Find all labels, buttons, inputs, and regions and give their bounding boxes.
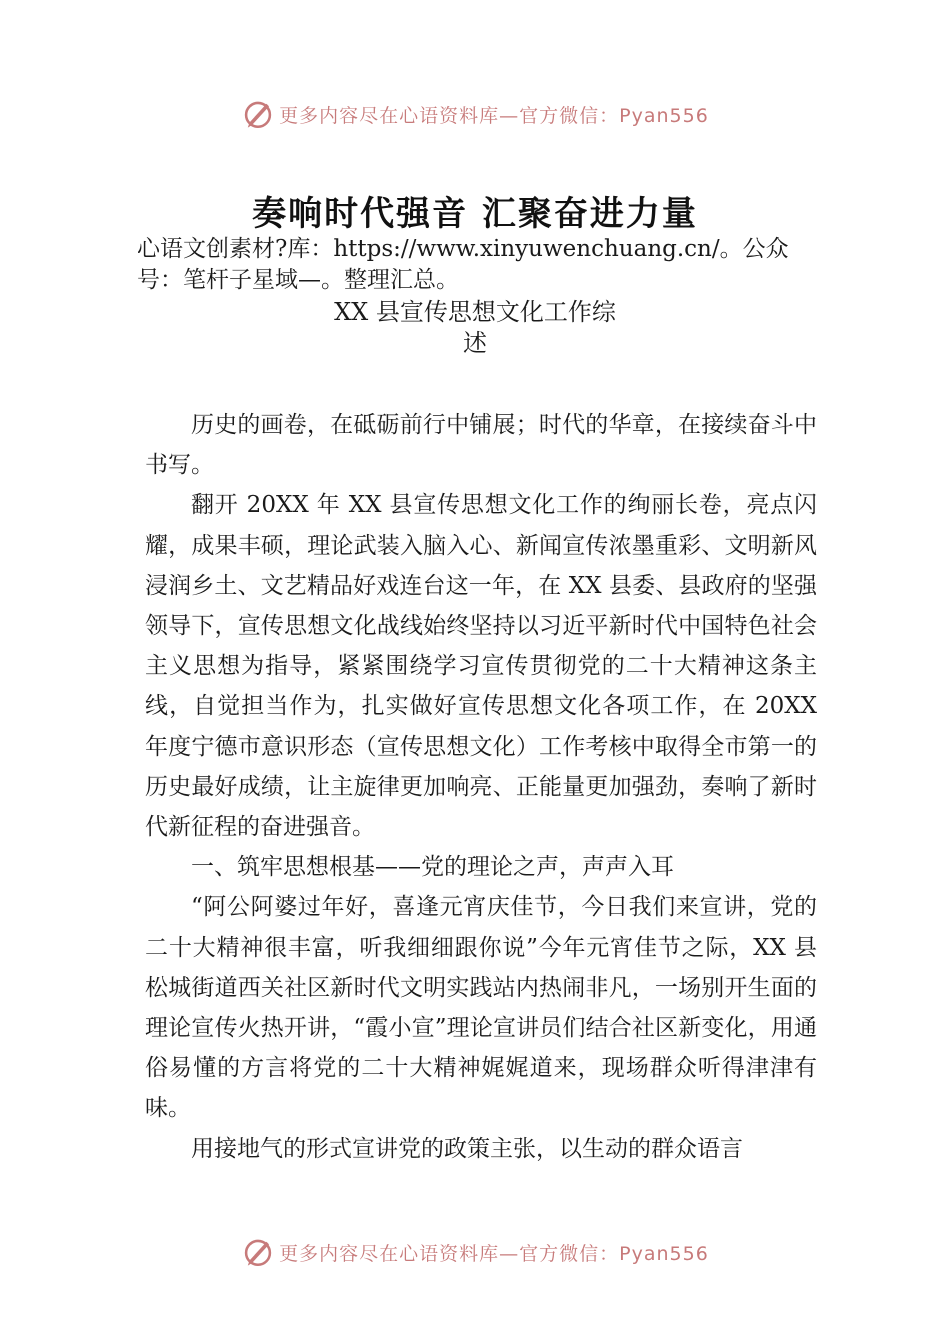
body-paragraph-4: 用接地气的形式宣讲党的政策主张，以生动的群众语言 — [191, 1135, 743, 1162]
pen-logo-icon — [241, 97, 275, 131]
subtitle-line-2: 述 — [463, 329, 487, 357]
body-paragraph-1: 历史的画卷，在砥砺前行中铺展；时代的华章，在接续奋斗中书写。 — [145, 412, 817, 479]
body-paragraph-3: “阿公阿婆过年好，喜逢元宵庆佳节，今日我们来宣讲，党的二十大精神很丰富，听我细细跟你说”今年元宵佳节之际，XX 县松城街道西关社区新时代文明实践站内热闹非凡，一场别开生面的理论宣传火热开讲，“霞小宣”理论宣讲员们结合社区新变化，用通俗易懂的方言将党的二十大精神娓娓道来，现场群众听得津津有味。 — [145, 894, 817, 1122]
watermark-text: 更多内容尽在心语资料库—官方微信：Pyan556 — [279, 104, 709, 127]
document-title: 奏响时代强音 汇聚奋进力量 — [252, 194, 698, 234]
body-paragraph-2: 翻开 20XX 年 XX 县宣传思想文化工作的绚丽长卷，亮点闪耀，成果丰硕，理论武装入脑入心、新闻宣传浓墨重彩、文明新风浸润乡土、文艺精品好戏连台这一年，在 XX 县委、县政府的坚强领导下，宣传思想文化战线始终坚持以习近平新时代中国特色社会主义思想为指导，紧紧围绕学习宣传贯彻党的二十大精神这条主线，自觉担当作为，扎实做好宣传思想文化各项工作，在 20XX 年度宁德市意识形态（宣传思想文化）工作考核中取得全市第一的历史最好成绩，让主旋律更加响亮、正能量更加强劲，奏响了新时代新征程的奋进强音。 — [145, 492, 817, 841]
watermark-text: 更多内容尽在心语资料库—官方微信：Pyan556 — [279, 1242, 709, 1265]
document-body — [145, 405, 817, 1169]
watermark-footer — [0, 1234, 950, 1270]
subtitle-line-1: XX 县宣传思想文化工作综 — [334, 298, 616, 326]
source-note: 心语文创素材?库：https://www.xinyuwenchuang.cn/。公众号：笔杆子星域—。整理汇总。 — [137, 236, 789, 293]
document-subtitle — [0, 297, 950, 359]
wechat-id: Pyan556 — [619, 104, 709, 127]
pen-logo-icon — [241, 1235, 275, 1269]
watermark-header — [0, 96, 950, 132]
wechat-id: Pyan556 — [619, 1242, 709, 1265]
section-heading-1: 一、筑牢思想根基——党的理论之声，声声入耳 — [191, 854, 674, 881]
